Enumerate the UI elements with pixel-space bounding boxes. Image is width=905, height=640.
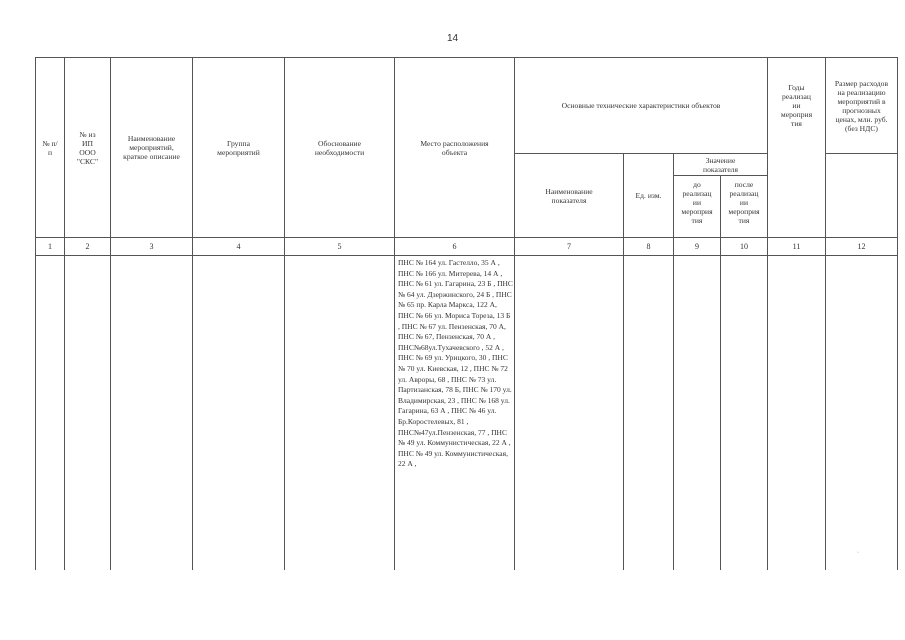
header-row-number: № п/п <box>42 138 58 157</box>
column-number-2: 2 <box>85 242 90 251</box>
column-number-4: 4 <box>236 242 241 251</box>
column-number-3: 3 <box>149 242 154 251</box>
column-number-9: 9 <box>695 242 699 251</box>
column-number-1: 1 <box>48 242 52 251</box>
column-number-11: 11 <box>792 242 801 251</box>
header-measure-name: Наименование мероприятий, краткое описание <box>123 134 180 161</box>
page-number: 14 <box>446 33 459 44</box>
column-number-10: 10 <box>740 242 748 251</box>
column-number-12: 12 <box>857 242 866 251</box>
header-value-before: до реализации мероприятия <box>681 180 713 225</box>
header-measure-group: Группа мероприятий <box>217 138 260 157</box>
column-number-7: 7 <box>567 242 571 251</box>
scan-artifact-mark: · <box>857 550 859 556</box>
column-number-6: 6 <box>452 242 457 251</box>
header-value-after: после реализации мероприятия <box>728 180 760 225</box>
header-expense-amount: Размер расходов на реализацию мероприятий в прогнозных ценах, млн. руб. (без НДС) <box>834 78 889 133</box>
header-location: Место расположения объекта <box>420 138 489 157</box>
table-right-border <box>897 57 898 570</box>
header-technical-characteristics: Основные технические характеристики объектов <box>561 101 721 110</box>
header-implementation-years: Годы реализации мероприятия <box>780 83 813 128</box>
header-indicator-name: Наименование показателя <box>545 186 593 205</box>
header-divider-expense <box>825 153 897 154</box>
header-unit: Ед. изм. <box>635 191 662 200</box>
header-indicator-value: Значение показателя <box>703 155 738 174</box>
location-cell-text: ПНС № 164 ул. Гастелло, 35 А , ПНС № 166 ул. Митерева, 14 А , ПНС № 61 ул. Гагарина, 23 Б , ПНС № 64 ул. Дзержинского, 24 Б , ПНС № 65 пр. Карла Маркса, 122 А, ПНС № 66 ул. Мориса Тореза, 13 Б , ПНС № 67 ул. Пензенская, 70 А, ПНС № 67, Пензенская, 70 А , ПНС№68ул.Тухачевского , 52 А , ПНС № 69 ул. Урицкого, 30 , ПНС № 70 ул. Киевская, 12 , ПНС № 72 ул. Авроры, 68 , ПНС № 73 ул. Партизанская, 78 Б, ПНС № 170 ул. Владимирская, 23 , ПНС № 168 ул. Гагарина, 63 А , ПНС № 46 ул. Бр.Коростелевых, 81 , ПНС№47ул.Пензенская, 77 , ПНС № 49 ул. Коммунистическая, 22 А , ПНС № 49 ул. Коммунистическая, 22 А , <box>398 258 513 469</box>
column-number-8: 8 <box>646 242 651 251</box>
column-number-5: 5 <box>337 242 342 251</box>
header-justification: Обоснование необходимости <box>314 138 365 157</box>
header-program-number: № из ИП ООО "СКС" <box>76 129 99 166</box>
